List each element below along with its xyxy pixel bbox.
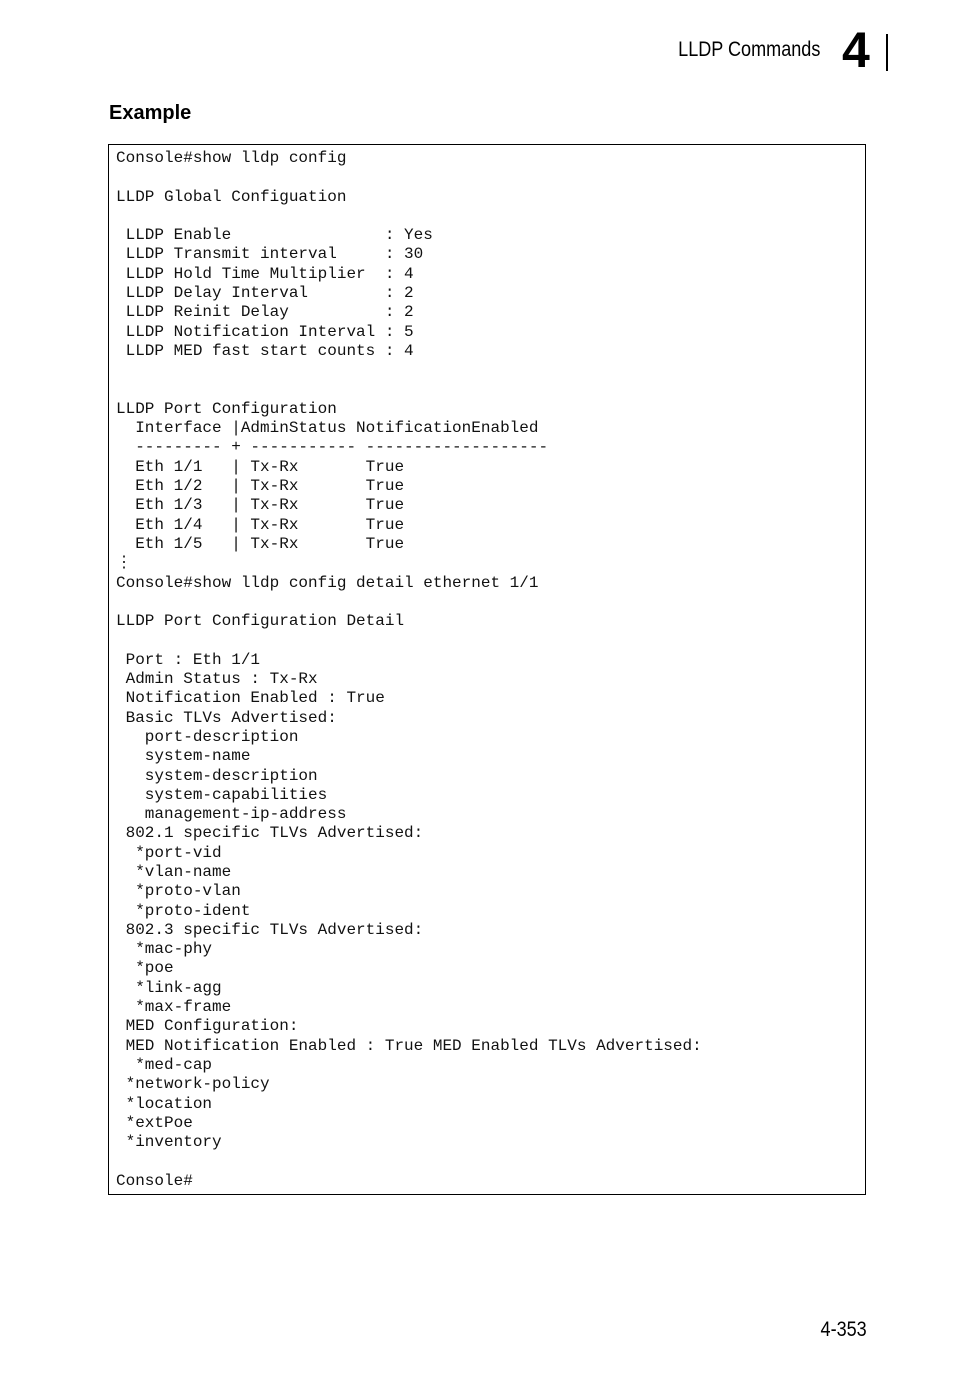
section-heading: Example: [109, 102, 192, 124]
chapter-marker-bar: [886, 34, 888, 71]
running-header-title: LLDP Commands: [677, 38, 820, 61]
code-example-text: Console#show lldp config LLDP Global Configuation LLDP Enable : Yes LLDP Transmit interval : 30 LLDP Hold Time Multiplier : 4 LLDP Delay Interval : 2 LLDP Reinit Delay : 2 LLDP Notification Interval : 5 LLDP MED fast start counts : 4 LLDP Port Configuration Interface |AdminStatus NotificationEnabled --------- + ----------- ------------------- Eth 1/1 | Tx-Rx True Eth 1/2 | Tx-Rx True Eth 1/3 | Tx-Rx True Eth 1/4 | Tx-Rx True Eth 1/5 | Tx-Rx True ⋮ Console#show lldp config detail ethernet 1/1 LLDP Port Configuration Detail Port : Eth 1/1 Admin Status : Tx-Rx Notification Enabled : True Basic TLVs Advertised: port-description system-name system-description system-capabilities management-ip-address 802.1 specific TLVs Advertised: *port-vid *vlan-name *proto-vlan *proto-ident 802.3 specific TLVs Advertised: *mac-phy *poe *link-agg *max-frame MED Configuration: MED Notification Enabled : True MED Enabled TLVs Advertised: *med-cap *network-policy *location *extPoe *inventory Console#: [116, 149, 702, 1190]
chapter-marker: [842, 22, 888, 78]
chapter-number: 4: [842, 22, 870, 78]
code-example-box: [108, 144, 866, 1195]
page-number: 4-353: [820, 1318, 867, 1341]
